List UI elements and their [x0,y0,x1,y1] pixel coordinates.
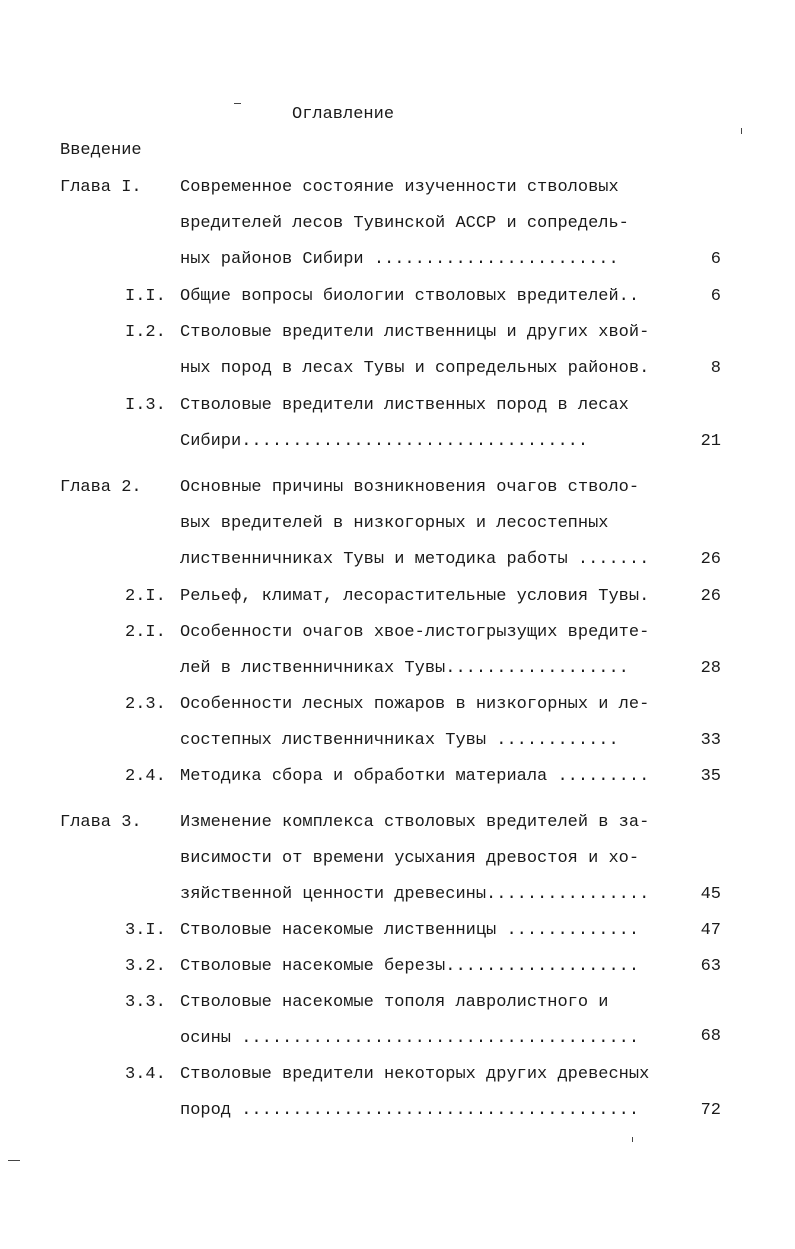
section-title-line: Особенности лесных пожаров в низкогорных и ле- [180,695,650,714]
section-title-line: пород ....................................... [180,1101,640,1120]
chapter-title-line: зяйственной ценности древесины................ [180,885,650,904]
section-title-line: лей в лиственничниках Тувы.................. [180,659,629,678]
page-number: 35 [700,767,721,786]
section-title-line: Стволовые вредители лиственницы и других хвой- [180,323,650,342]
page-number: 21 [700,432,721,451]
section-title-line: Стволовые насекомые тополя лавролистного и [180,993,609,1012]
page-number: 26 [700,550,721,569]
section-title-line: Стволовые насекомые березы................... [180,957,640,976]
page-number: 63 [700,957,721,976]
chapter-title-line: ных районов Сибири ........................ [180,250,619,269]
section-title-line: Общие вопросы биологии стволовых вредителей.. [180,287,640,306]
section-title-line: Особенности очагов хвое-листогрызущих вредите- [180,623,650,642]
scan-speck [234,103,241,104]
page-number: 68 [700,1027,721,1046]
chapter-title-line: висимости от времени усыхания древостоя и хо- [180,849,640,868]
chapter-label: Глава 3. [60,813,142,832]
page-number: 6 [710,287,721,306]
chapter-title-line: Современное состояние изученности стволовых [180,178,619,197]
chapter-title-line: Изменение комплекса стволовых вредителей в за- [180,813,650,832]
chapter-title-line: вых вредителей в низкогорных и лесостепных [180,514,609,533]
section-number: 3.2. [125,957,166,976]
section-number: 3.I. [125,921,166,940]
section-number: I.I. [125,287,166,306]
section-title-line: Стволовые насекомые лиственницы ............. [180,921,640,940]
section-title-line: ных пород в лесах Тувы и сопредельных районов. [180,359,650,378]
chapter-label: Глава I. [60,178,142,197]
section-number: I.3. [125,396,166,415]
page-number: 72 [700,1101,721,1120]
scan-speck [632,1137,633,1142]
section-title-line: состепных лиственничниках Тувы ............ [180,731,619,750]
page-number: 33 [700,731,721,750]
section-number: 2.I. [125,587,166,606]
section-title-line: Стволовые вредители некоторых других древесных [180,1065,650,1084]
section-number: 3.3. [125,993,166,1012]
section-number: 2.3. [125,695,166,714]
chapter-label: Глава 2. [60,478,142,497]
section-title-line: Методика сбора и обработки материала ......... [180,767,650,786]
page-number: 28 [700,659,721,678]
page-number: 45 [700,885,721,904]
section-number: 2.4. [125,767,166,786]
section-title-line: Сибири.................................. [180,432,589,451]
section-title-line: Рельеф, климат, лесорастительные условия Тувы. [180,587,650,606]
page-title: Оглавление [292,105,395,124]
chapter-title-line: вредителей лесов Тувинской АССР и сопредель- [180,214,629,233]
section-title-line: Стволовые вредители лиственных пород в лесах [180,396,629,415]
scan-speck [8,1160,20,1161]
section-title-line: осины ....................................... [180,1029,640,1048]
section-number: I.2. [125,323,166,342]
chapter-title-line: Основные причины возникновения очагов стволо- [180,478,640,497]
chapter-title-line: лиственничниках Тувы и методика работы ....... [180,550,650,569]
page-number: 47 [700,921,721,940]
toc-intro: Введение [60,141,142,160]
page-number: 6 [710,250,721,269]
section-number: 3.4. [125,1065,166,1084]
page-number: 8 [710,359,721,378]
scan-speck [741,128,742,134]
page-number: 26 [700,587,721,606]
section-number: 2.I. [125,623,166,642]
